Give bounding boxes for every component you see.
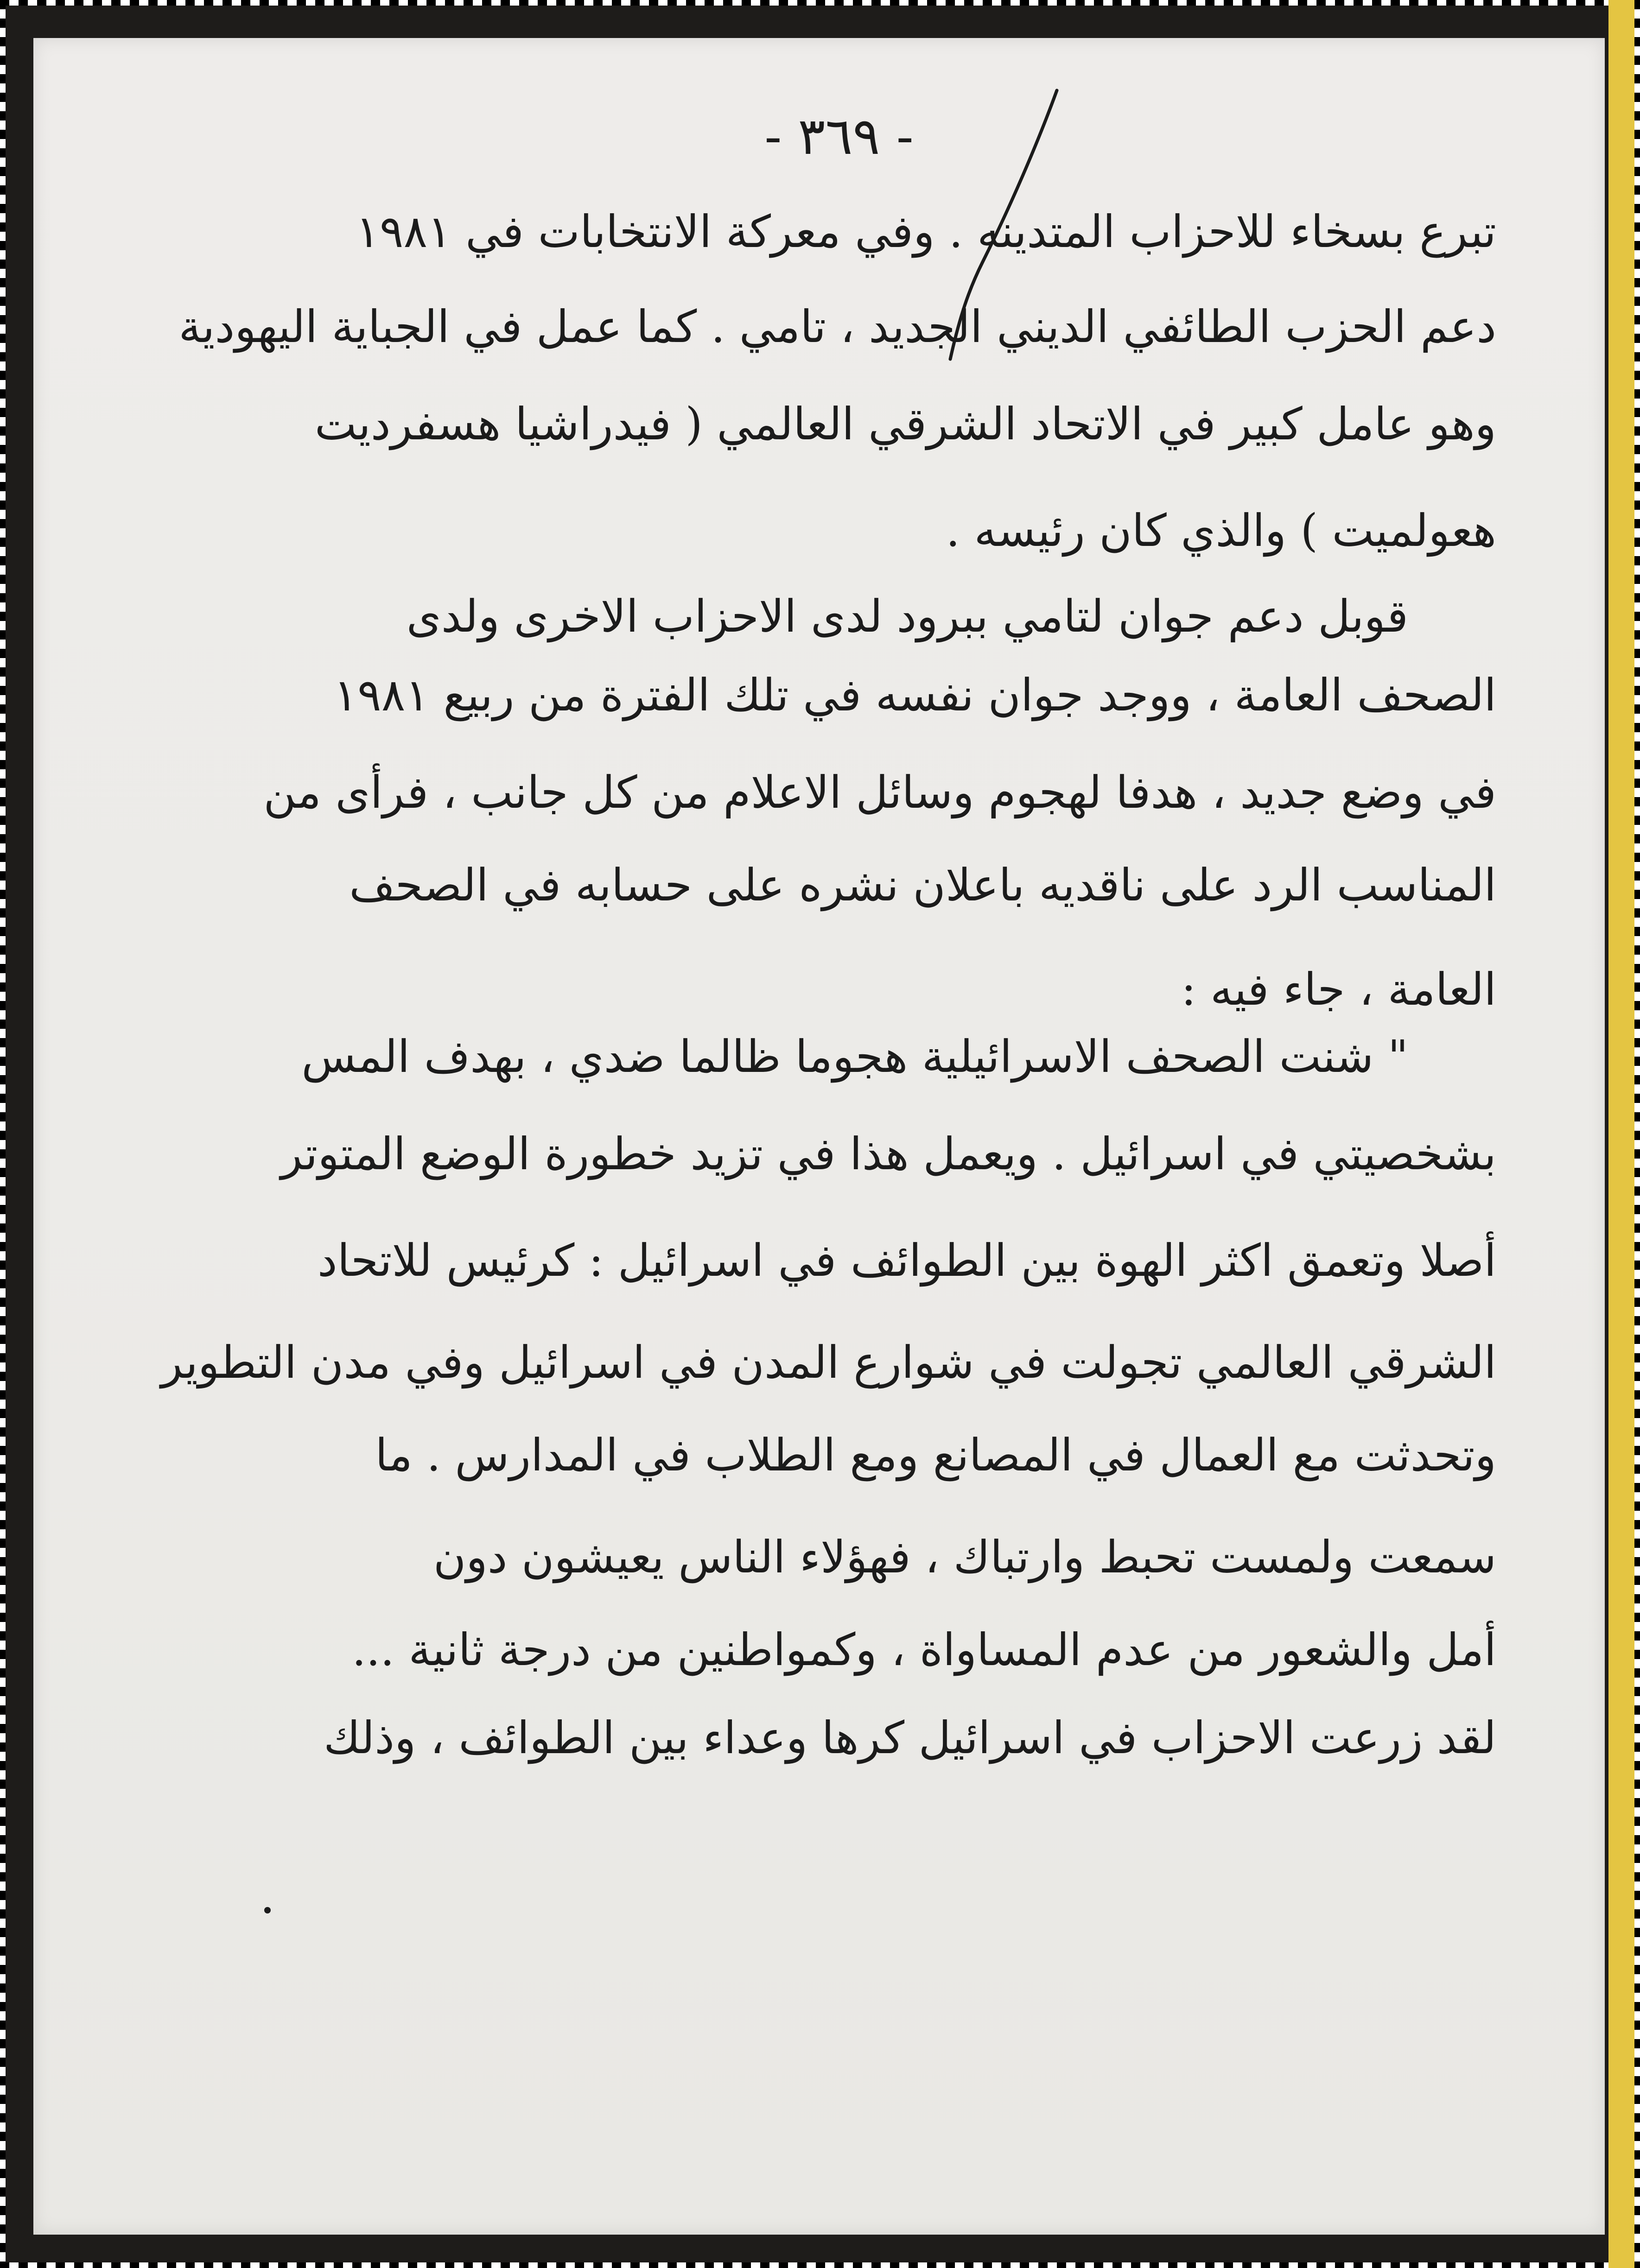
page-number: - ٣٦٩ - (764, 107, 914, 166)
text-line: قوبل دعم جوان لتامي ببرود لدى الاحزاب الاخرى ولدى (406, 590, 1408, 642)
text-line: تبرع بسخاء للاحزاب المتدينه . وفي معركة الانتخابات في ١٩٨١ (356, 206, 1496, 258)
text-line: المناسب الرد على ناقديه باعلان نشره على حسابه في الصحف (349, 859, 1496, 911)
text-line: بشخصيتي في اسرائيل . ويعمل هذا في تزيد خطورة الوضع المتوتر (280, 1128, 1496, 1180)
text-line: وهو عامل كبير في الاتحاد الشرقي العالمي ( فيدراشيا هسفرديت (314, 398, 1496, 450)
ink-dot (264, 1907, 271, 1913)
ruler-bottom (0, 2262, 1640, 2268)
text-line: أمل والشعور من عدم المساواة ، وكمواطنين من درجة ثانية ... (352, 1624, 1496, 1676)
text-line: وتحدثت مع العمال في المصانع ومع الطلاب في المدارس . ما (375, 1429, 1496, 1481)
text-line: العامة ، جاء فيه : (1181, 963, 1496, 1015)
text-line: الصحف العامة ، ووجد جوان نفسه في تلك الفترة من ربيع ١٩٨١ (333, 669, 1496, 721)
text-line: الشرقي العالمي تجولت في شوارع المدن في اسرائيل وفي مدن التطوير (161, 1337, 1496, 1388)
text-line: دعم الحزب الطائفي الديني الجديد ، تامي . كما عمل في الجباية اليهودية (178, 301, 1496, 353)
ruler-top (0, 0, 1640, 6)
text-line: أصلا وتعمق اكثر الهوة بين الطوائف في اسرائيل : كرئيس للاتحاد (317, 1235, 1496, 1286)
text-line: سمعت ولمست تحبط وارتباك ، فهؤلاء الناس يعيشون دون (433, 1531, 1496, 1583)
binding-edge (1608, 0, 1634, 2268)
text-line: لقد زرعت الاحزاب في اسرائيل كرها وعداء بين الطوائف ، وذلك (324, 1712, 1496, 1764)
text-line: " شنت الصحف الاسرائيلية هجوما ظالما ضدي ، بهدف المس (301, 1031, 1408, 1083)
ruler-left (0, 0, 6, 2268)
ruler-right (1634, 0, 1640, 2268)
text-line: في وضع جديد ، هدفا لهجوم وسائل الاعلام من كل جانب ، فرأى من (263, 767, 1496, 818)
text-line: هعولميت ) والذي كان رئيسه . (946, 505, 1496, 557)
